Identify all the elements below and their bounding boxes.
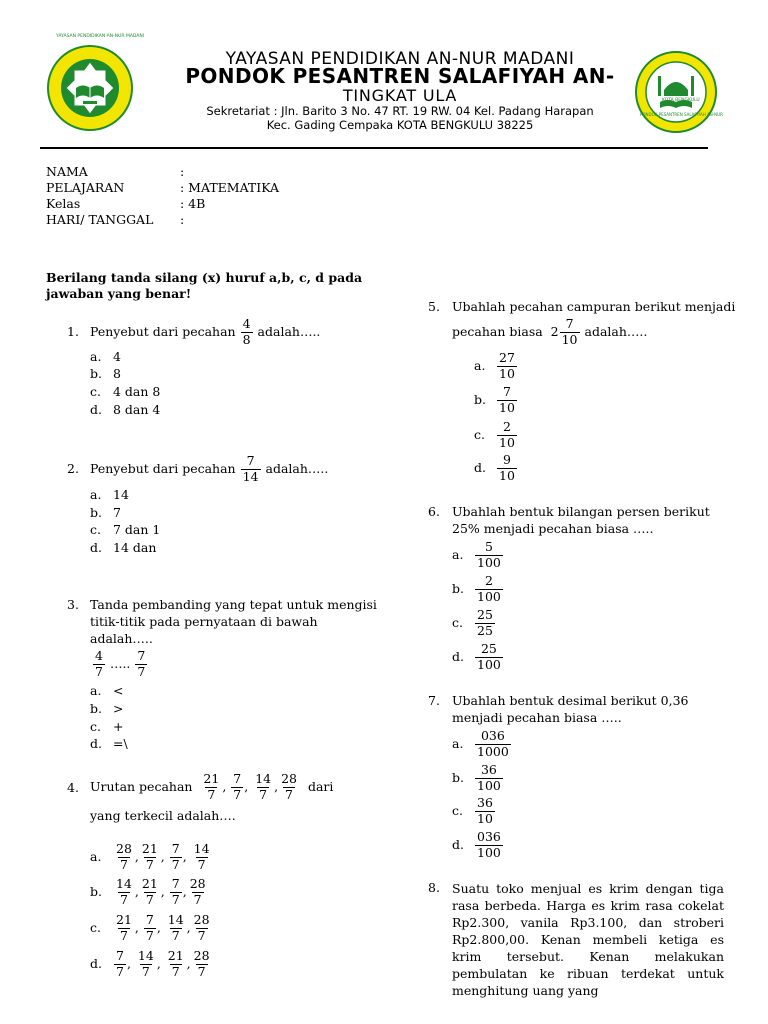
label-kelas: Kelas — [46, 196, 81, 211]
q4-number: 4. — [67, 780, 79, 795]
q6-number: 6. — [428, 504, 440, 519]
q4-tail: dari — [307, 779, 334, 794]
q6-option-b-letter: b. — [452, 581, 464, 596]
q3-number: 3. — [67, 597, 79, 612]
q7-option-d: $\frac{036}{100}$ — [477, 829, 501, 860]
q6-option-d: $\frac{25}{100}$ — [477, 641, 501, 672]
q3-option-b-letter: b. — [90, 701, 102, 716]
q4-fraction-1: $\frac{21}{7}$ — [203, 771, 220, 802]
q6-option-c: $\frac{25}{25}$ — [477, 607, 493, 638]
q7-option-c-letter: c. — [452, 803, 463, 818]
q2-stem — [90, 453, 328, 485]
school-level: TINGKAT ULA — [342, 86, 458, 105]
q5-option-b: $\frac{7}{10}$ — [499, 384, 515, 415]
q3-option-a-letter: a. — [90, 683, 102, 698]
value-kelas: : 4B — [180, 196, 206, 211]
q6-line-2: 25% menjadi pecahan biasa ….. — [452, 521, 654, 536]
q2-number: 2. — [67, 461, 79, 476]
label-hari-tanggal: HARI/ TANGGAL — [46, 212, 154, 227]
q2-option-c-letter: c. — [90, 522, 101, 537]
value-pelajaran: : MATEMATIKA — [180, 180, 280, 195]
yayasan-logo-caption: YAYASAN PENDIDIKAN AN-NUR MADANI — [56, 34, 145, 39]
q5-number: 5. — [428, 299, 440, 314]
q7-option-a-letter: a. — [452, 736, 464, 751]
q3-fraction-left: $\frac{4}{7}$ — [95, 648, 103, 679]
q5-whole: 2 — [550, 324, 559, 339]
foundation-name: YAYASAN PENDIDIKAN AN-NUR MADANI — [225, 49, 575, 69]
q6-option-c-letter: c. — [452, 615, 463, 630]
q2-fraction: $\frac{7}{14}$ — [242, 453, 259, 484]
q3-option-a: < — [113, 683, 124, 698]
q7-line-1: Ubahlah bentuk desimal berikut 0,36 — [452, 693, 689, 708]
q5-text: pecahan biasa — [452, 324, 543, 339]
school-name: PONDOK PESANTREN SALAFIYAH AN- — [185, 64, 615, 88]
q3-option-d: =\ — [113, 736, 128, 751]
q4-option-c: $\frac{21}{7}$ , $\frac{7}{7}$ , $\frac{14}{7}$ , $\frac{28}{7}$ — [116, 912, 210, 943]
q3-line-2: titik-titik pada pernyataan di bawah — [90, 614, 318, 629]
q4-option-c-letter: c. — [90, 920, 101, 935]
instruction-line-1: Berilang tanda silang (x) huruf a,b, c, d pada — [46, 270, 363, 285]
label-pelajaran: PELAJARAN — [46, 180, 125, 195]
q1-text: Penyebut dari pecahan — [90, 324, 236, 339]
q2-tail: adalah….. — [265, 461, 329, 476]
q5-stem — [452, 315, 647, 349]
q5-option-a: $\frac{27}{10}$ — [499, 350, 515, 381]
q4-option-d: $\frac{7}{7}$ , $\frac{14}{7}$ , $\frac{21}{7}$ , $\frac{28}{7}$ — [116, 948, 210, 979]
header-divider — [40, 147, 708, 149]
q2-option-b-letter: b. — [90, 505, 102, 520]
pesantren-logo-caption: PONDOK PESANTREN SALAFIYAH AN-NUR — [640, 112, 723, 117]
q4-line-2: yang terkecil adalah…. — [90, 808, 236, 823]
q1-option-a: 4 — [113, 349, 121, 364]
q3-option-c: + — [113, 719, 124, 734]
q6-line-1: Ubahlah bentuk bilangan persen berikut — [452, 504, 710, 519]
q7-line-2: menjadi pecahan biasa ….. — [452, 710, 622, 725]
q5-option-c-letter: c. — [474, 427, 485, 442]
q4-option-b: $\frac{14}{7}$ , $\frac{21}{7}$ , $\frac{7}{7}$ , $\frac{28}{7}$ — [116, 876, 206, 907]
q5-option-d-letter: d. — [474, 460, 486, 475]
q2-option-d-letter: d. — [90, 540, 102, 555]
q1-option-c: 4 dan 8 — [113, 384, 161, 399]
q7-number: 7. — [428, 693, 440, 708]
q3-fraction-right: $\frac{7}{7}$ — [137, 648, 146, 679]
q4-fraction-4: $\frac{28}{7}$ — [281, 771, 297, 802]
q1-option-d-letter: d. — [90, 402, 102, 417]
q7-option-b-letter: b. — [452, 770, 464, 785]
q5-line-1: Ubahlah pecahan campuran berikut menjadi — [452, 299, 736, 314]
label-nama: NAMA — [46, 164, 88, 179]
q1-option-b: 8 — [113, 366, 121, 381]
q3-option-b: > — [113, 701, 124, 716]
q1-tail: adalah….. — [257, 324, 321, 339]
q5-fraction: $\frac{7}{10}$ — [561, 316, 578, 347]
q7-option-c: $\frac{36}{10}$ — [477, 795, 493, 826]
q6-option-a-letter: a. — [452, 547, 464, 562]
q1-option-a-letter: a. — [90, 349, 102, 364]
q5-option-a-letter: a. — [474, 358, 486, 373]
address-line-1: Sekretariat : Jln. Barito 3 No. 47 RT. 19 RW. 04 Kel. Padang Harapan — [206, 104, 594, 118]
q5-option-b-letter: b. — [474, 392, 486, 407]
q4-fraction-3: $\frac{14}{7}$ — [255, 771, 272, 802]
q1-option-b-letter: b. — [90, 366, 102, 381]
q2-text: Penyebut dari pecahan — [90, 461, 236, 476]
q7-option-a: $\frac{036}{1000}$ — [477, 728, 509, 759]
q1-option-c-letter: c. — [90, 384, 101, 399]
address-line-2: Kec. Gading Cempaka KOTA BENGKULU 38225 — [266, 118, 534, 132]
q3-option-c-letter: c. — [90, 719, 101, 734]
q8-number: 8. — [428, 880, 440, 895]
q7-option-b: $\frac{36}{100}$ — [477, 762, 501, 793]
instruction-line-2: jawaban yang benar! — [46, 286, 192, 301]
q4-text: Urutan pecahan — [90, 779, 193, 794]
q3-dots: ….. — [109, 656, 131, 671]
q3-line-1: Tanda pembanding yang tepat untuk mengisi — [90, 597, 377, 612]
q5-tail: adalah….. — [584, 324, 648, 339]
q3-line-3: adalah….. — [90, 631, 153, 646]
q2-option-a: 14 — [113, 487, 129, 502]
q6-option-b: $\frac{2}{100}$ — [477, 573, 501, 604]
q5-option-d: $\frac{9}{10}$ — [499, 452, 515, 483]
q4-option-a-letter: a. — [90, 849, 102, 864]
q5-option-c: $\frac{2}{10}$ — [499, 419, 515, 450]
q2-option-d: 14 dan — [113, 540, 157, 555]
q4-fraction-2: $\frac{7}{7}$ — [233, 771, 242, 802]
q2-option-b: 7 — [113, 505, 121, 520]
q1-number: 1. — [67, 324, 79, 339]
q7-option-d-letter: d. — [452, 837, 464, 852]
q3-option-d-letter: d. — [90, 736, 102, 751]
q3-comparison — [92, 648, 148, 680]
q8-text: Suatu toko menjual es krim dengan tiga rasa berbeda. Harga es krim rasa cokelat Rp2.300, vanila Rp3.100, dan stroberi Rp2.800,00. Kenan membeli ketiga es krim tersebut. Kenan melakukan pembulatan ke ribuan terdekat untuk menghitung uang yang — [452, 881, 724, 998]
q2-option-a-letter: a. — [90, 487, 102, 502]
q2-option-c: 7 dan 1 — [113, 522, 161, 537]
q4-option-d-letter: d. — [90, 956, 102, 971]
q1-option-d: 8 dan 4 — [113, 402, 161, 417]
q4-option-a: $\frac{28}{7}$ , $\frac{21}{7}$ , $\frac{7}{7}$ , $\frac{14}{7}$ — [116, 841, 210, 872]
pesantren-logo-city: KOTA BENGKULU — [662, 98, 700, 103]
q6-option-a: $\frac{5}{100}$ — [477, 539, 501, 570]
value-hari-tanggal: : — [180, 212, 185, 227]
value-nama: : — [180, 164, 185, 179]
q4-stem: Urutan pecahan $\frac{21}{7}$ , $\frac{7}{7}$ , $\frac{14}{7}$ , $\frac{28}{7}$ dari — [90, 771, 334, 802]
q1-stem — [90, 316, 320, 348]
q1-fraction: $\frac{4}{8}$ — [242, 316, 251, 347]
q4-option-b-letter: b. — [90, 884, 102, 899]
q6-option-d-letter: d. — [452, 649, 464, 664]
